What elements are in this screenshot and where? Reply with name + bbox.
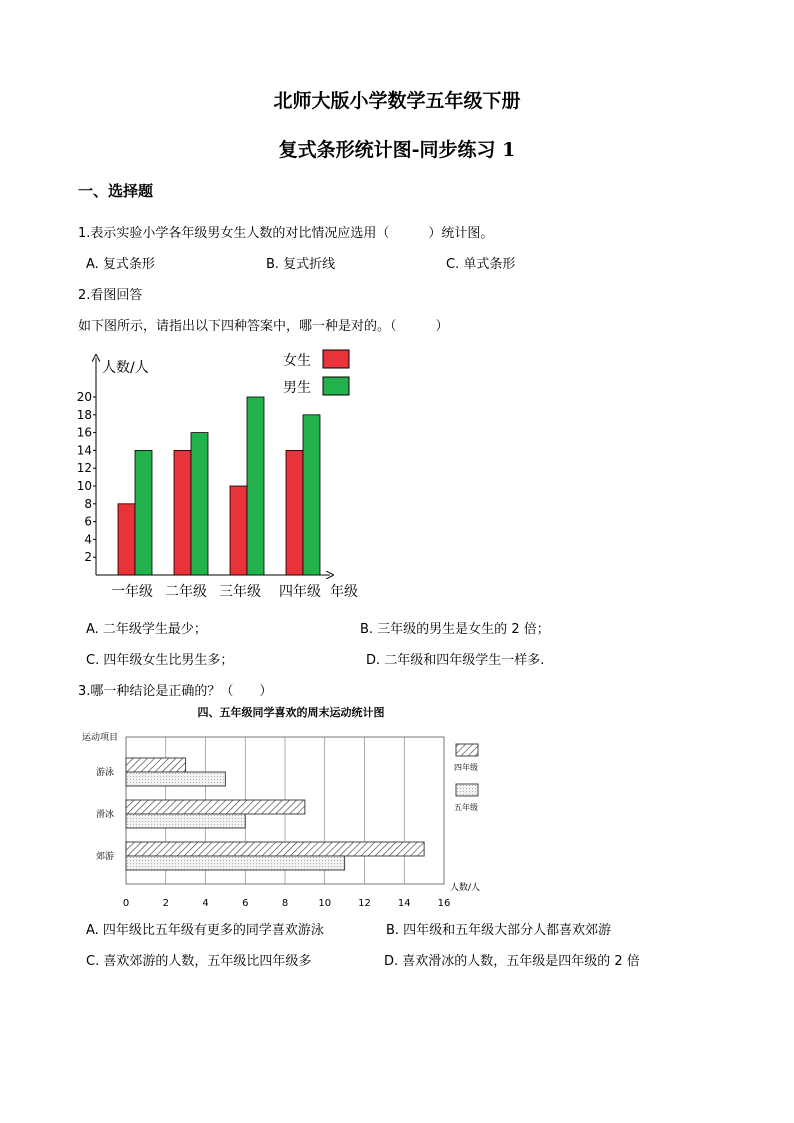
- y-axis-label: 人数/人: [102, 360, 149, 376]
- bar-四年级-郊游: [126, 842, 424, 856]
- x-tick-label: 4: [202, 898, 209, 909]
- legend-swatch-0: [323, 350, 349, 368]
- q2-option-c: C. 四年级女生比男生多；: [86, 653, 234, 668]
- bar-四年级-游泳: [126, 758, 186, 772]
- bar-五年级-郊游: [126, 856, 345, 870]
- y-tick-label: 18: [76, 407, 92, 422]
- weekend-sport-bar-chart: [78, 700, 498, 910]
- y-tick-label: 16: [76, 425, 92, 440]
- category-label: 游泳: [96, 768, 115, 778]
- y-tick-label: 20: [76, 390, 92, 404]
- bar-五年级-滑冰: [126, 814, 245, 828]
- q2-option-a: A. 二年级学生最少；: [86, 622, 207, 637]
- legend-label-1: 五年级: [454, 803, 478, 812]
- question-2-title: 2.看图回答: [78, 288, 143, 303]
- y-tick-label: 2: [84, 550, 92, 565]
- bar-男生-四年级: [303, 415, 320, 575]
- doc-title: 北师大版小学数学五年级下册: [273, 90, 521, 112]
- doc-subtitle: 复式条形统计图-同步练习 1: [278, 139, 516, 161]
- bar-女生-三年级: [230, 486, 247, 575]
- category-label: 郊游: [96, 852, 115, 862]
- x-tick-label: 2: [162, 898, 169, 909]
- q2-option-d: D. 二年级和四年级学生一样多.: [366, 653, 545, 668]
- bar-四年级-滑冰: [126, 800, 305, 814]
- q3-option-d: D. 喜欢滑冰的人数，五年级是四年级的 2 倍: [384, 954, 640, 969]
- category-label: 二年级: [165, 584, 207, 600]
- q3-option-b: B. 四年级和五年级大部分人都喜欢郊游: [386, 923, 612, 938]
- bar-男生-二年级: [191, 433, 208, 575]
- section-heading: 一、选择题: [78, 182, 154, 200]
- q1-option-a: A. 复式条形: [86, 257, 155, 272]
- x-tick-label: 0: [122, 898, 130, 909]
- q1-option-b: B. 复式折线: [266, 257, 336, 272]
- category-label: 一年级: [111, 584, 153, 600]
- question-1-stem: 1.表示实验小学各年级男女生人数的对比情况应选用（ ）统计图。: [78, 226, 494, 241]
- chart2-x-axis-label: 人数/人: [450, 883, 481, 893]
- legend-swatch-1: [456, 784, 478, 796]
- legend-label-0: 四年级: [454, 763, 478, 772]
- bar-女生-二年级: [174, 450, 191, 575]
- y-tick-label: 8: [84, 496, 92, 511]
- y-tick-label: 6: [84, 514, 92, 529]
- legend-label-0: 女生: [283, 353, 311, 369]
- q1-option-c: C. 单式条形: [446, 257, 516, 272]
- chart2-title: 四、五年级同学喜欢的周末运动统计图: [197, 706, 385, 719]
- bar-男生-三年级: [247, 397, 264, 575]
- q3-option-a: A. 四年级比五年级有更多的同学喜欢游泳: [86, 923, 324, 938]
- x-tick-label: 10: [318, 898, 332, 909]
- category-label: 四年级: [279, 584, 321, 600]
- x-tick-label: 16: [437, 898, 451, 909]
- y-tick-label: 12: [76, 461, 92, 476]
- grade-gender-bar-chart: [76, 340, 380, 610]
- category-label: 三年级: [219, 584, 261, 600]
- bar-男生-一年级: [135, 450, 152, 575]
- x-axis-label: 年级: [330, 584, 358, 600]
- x-tick-label: 14: [397, 898, 411, 909]
- question-3-stem: 3.哪一种结论是正确的？（ ）: [78, 684, 273, 699]
- bar-五年级-游泳: [126, 772, 225, 786]
- bar-女生-四年级: [286, 450, 303, 575]
- y-tick-label: 4: [84, 532, 92, 547]
- chart2-y-axis-label: 运动项目: [82, 733, 119, 743]
- category-label: 滑冰: [96, 810, 115, 820]
- q3-option-c: C. 喜欢郊游的人数，五年级比四年级多: [86, 954, 312, 969]
- question-2-stem: 如下图所示，请指出以下四种答案中，哪一种是对的。（ ）: [78, 319, 449, 334]
- x-tick-label: 6: [242, 898, 249, 909]
- x-tick-label: 12: [358, 898, 371, 909]
- bar-女生-一年级: [118, 504, 135, 575]
- legend-swatch-0: [456, 744, 478, 756]
- legend-swatch-1: [323, 377, 349, 395]
- q2-option-b: B. 三年级的男生是女生的 2 倍；: [360, 622, 550, 637]
- y-tick-label: 10: [76, 479, 92, 493]
- x-tick-label: 8: [281, 898, 289, 909]
- legend-label-1: 男生: [283, 380, 311, 396]
- y-tick-label: 14: [76, 443, 92, 458]
